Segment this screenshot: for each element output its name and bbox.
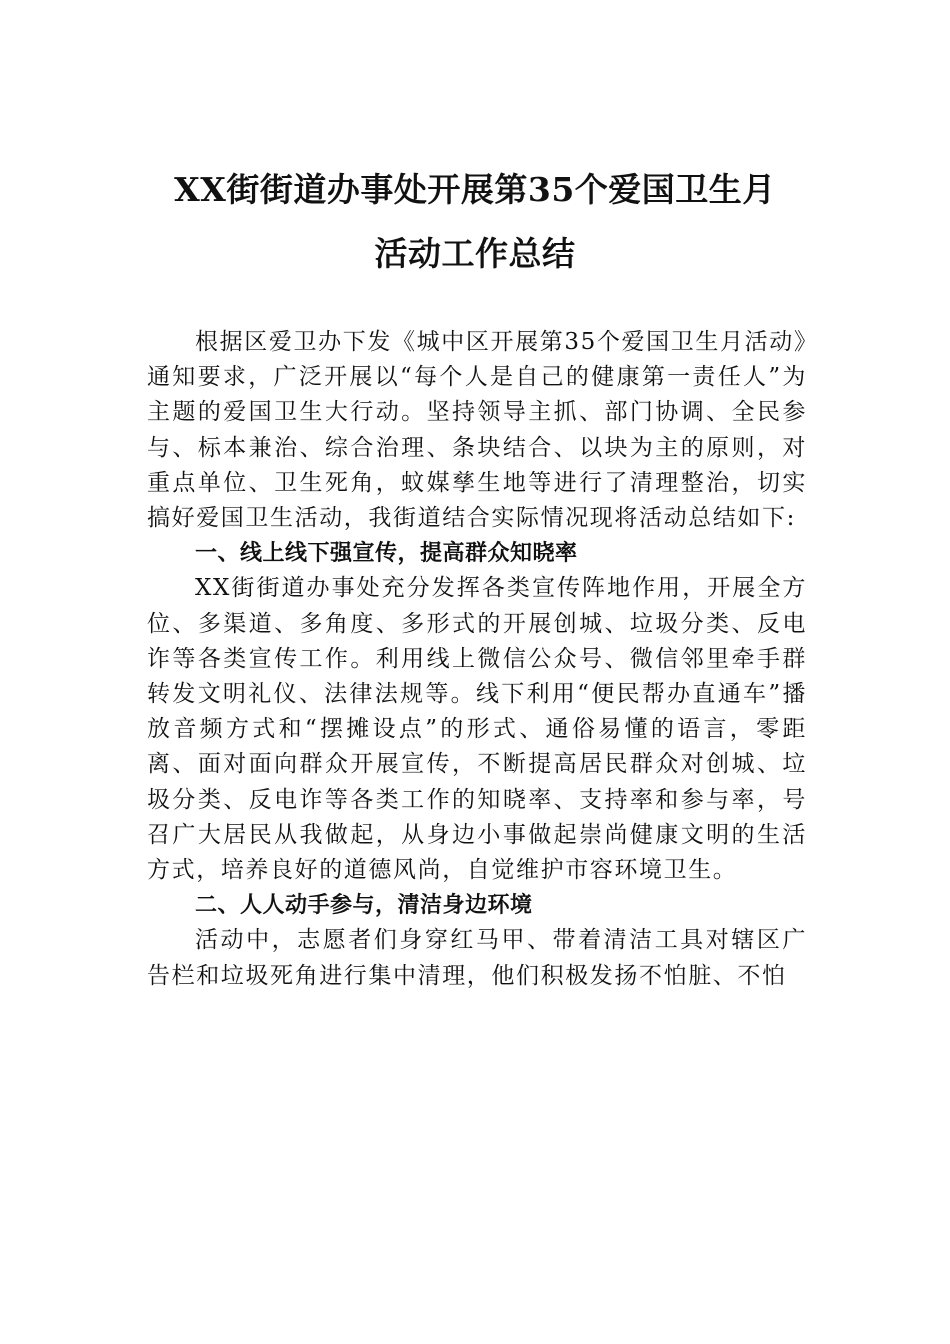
title-line-2: 活动工作总结	[374, 234, 576, 273]
section-heading-1: 一、线上线下强宣传，提高群众知晓率	[195, 541, 578, 567]
section-2-paragraph: 活动中，志愿者们身穿红马甲、带着清洁工具对辖区广告栏和垃圾死角进行集中清理，他们积极发扬不怕脏、不怕	[147, 927, 807, 989]
section-heading-2: 二、人人动手参与，清洁身边环境	[195, 893, 533, 919]
document-title	[120, 158, 830, 286]
intro-paragraph: 根据区爱卫办下发《城中区开展第35个爱国卫生月活动》通知要求，广泛开展以“每个人是自己的健康第一责任人”为主题的爱国卫生大行动。坚持领导主抓、部门协调、全民参与、标本兼治、综合治理、条块结合、以块为主的原则，对重点单位、卫生死角，蚊媒孳生地等进行了清理整治，切实搞好爱国卫生活动，我街道结合实际情况现将活动总结如下:	[147, 329, 807, 532]
title-line-1: XX街街道办事处开展第35个爱国卫生月	[174, 170, 776, 209]
document-body	[147, 325, 807, 994]
section-1-paragraph: XX街街道办事处充分发挥各类宣传阵地作用，开展全方位、多渠道、多角度、多形式的开展创城、垃圾分类、反电诈等各类宣传工作。利用线上微信公众号、微信邻里牵手群转发文明礼仪、法律法规等。线下利用“便民帮办直通车”播放音频方式和“摆摊设点”的形式、通俗易懂的语言，零距离、面对面向群众开展宣传，不断提高居民群众对创城、垃圾分类、反电诈等各类工作的知晓率、支持率和参与率，号召广大居民从我做起，从身边小事做起崇尚健康文明的生活方式，培养良好的道德风尚，自觉维护市容环境卫生。	[147, 575, 807, 884]
